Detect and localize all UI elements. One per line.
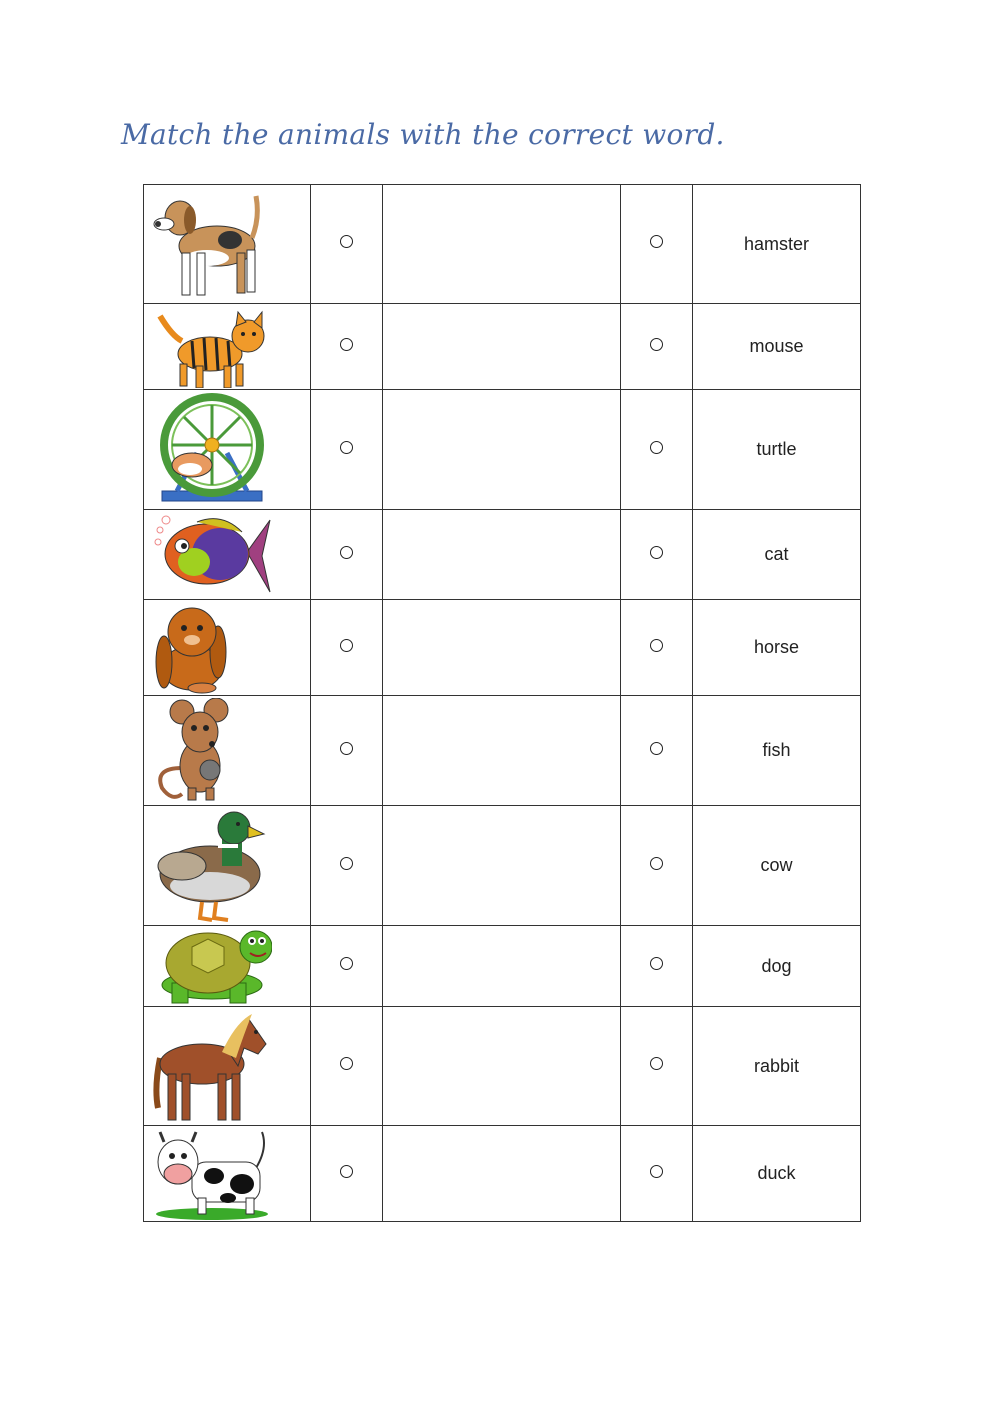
table-row [144, 1126, 861, 1222]
word-cell: cat [693, 510, 861, 600]
right-dot-cell [621, 696, 693, 806]
animal-picture-cell [144, 185, 311, 304]
worksheet-title: Match the animals with the correct word. [121, 118, 725, 151]
match-circle-right[interactable] [650, 1057, 663, 1070]
right-dot-cell [621, 510, 693, 600]
turtle-picture [152, 927, 272, 1005]
hamster-picture [152, 393, 272, 507]
match-circle-left[interactable] [340, 546, 353, 559]
right-dot-cell [621, 1126, 693, 1222]
rabbit-picture [152, 602, 272, 694]
match-circle-right[interactable] [650, 235, 663, 248]
matching-space[interactable] [383, 696, 621, 806]
matching-space[interactable] [383, 185, 621, 304]
match-circle-right[interactable] [650, 1165, 663, 1178]
dog-picture [152, 188, 272, 300]
matching-space[interactable] [383, 926, 621, 1007]
right-dot-cell [621, 1007, 693, 1126]
horse-picture [152, 1008, 272, 1124]
cow-picture [152, 1128, 272, 1220]
right-dot-cell [621, 926, 693, 1007]
word-cell: turtle [693, 390, 861, 510]
left-dot-cell [311, 304, 383, 390]
left-dot-cell [311, 390, 383, 510]
match-circle-right[interactable] [650, 957, 663, 970]
match-circle-right[interactable] [650, 338, 663, 351]
right-dot-cell [621, 390, 693, 510]
word-cell: dog [693, 926, 861, 1007]
matching-space[interactable] [383, 806, 621, 926]
matching-space[interactable] [383, 1126, 621, 1222]
left-dot-cell [311, 1007, 383, 1126]
matching-space[interactable] [383, 390, 621, 510]
animal-picture-cell [144, 696, 311, 806]
left-dot-cell [311, 185, 383, 304]
match-circle-right[interactable] [650, 441, 663, 454]
right-dot-cell [621, 806, 693, 926]
word-cell: fish [693, 696, 861, 806]
left-dot-cell [311, 510, 383, 600]
word-cell: rabbit [693, 1007, 861, 1126]
matching-table [143, 184, 861, 1222]
right-dot-cell [621, 185, 693, 304]
left-dot-cell [311, 806, 383, 926]
match-circle-right[interactable] [650, 857, 663, 870]
match-circle-left[interactable] [340, 338, 353, 351]
table-row [144, 390, 861, 510]
word-cell: cow [693, 806, 861, 926]
animal-picture-cell [144, 926, 311, 1007]
match-circle-left[interactable] [340, 857, 353, 870]
table-row [144, 806, 861, 926]
word-cell: duck [693, 1126, 861, 1222]
left-dot-cell [311, 600, 383, 696]
matching-space[interactable] [383, 1007, 621, 1126]
match-circle-right[interactable] [650, 742, 663, 755]
matching-space[interactable] [383, 600, 621, 696]
right-dot-cell [621, 600, 693, 696]
left-dot-cell [311, 696, 383, 806]
duck-picture [152, 808, 272, 924]
word-cell: horse [693, 600, 861, 696]
fish-picture [152, 512, 272, 598]
match-circle-left[interactable] [340, 441, 353, 454]
left-dot-cell [311, 926, 383, 1007]
word-cell: hamster [693, 185, 861, 304]
matching-space[interactable] [383, 304, 621, 390]
mouse-picture [152, 698, 272, 804]
match-circle-right[interactable] [650, 546, 663, 559]
animal-picture-cell [144, 510, 311, 600]
cat-picture [152, 306, 272, 388]
table-row [144, 1007, 861, 1126]
left-dot-cell [311, 1126, 383, 1222]
match-circle-right[interactable] [650, 639, 663, 652]
match-circle-left[interactable] [340, 235, 353, 248]
animal-picture-cell [144, 806, 311, 926]
table-row [144, 600, 861, 696]
animal-picture-cell [144, 600, 311, 696]
animal-picture-cell [144, 304, 311, 390]
match-circle-left[interactable] [340, 639, 353, 652]
match-circle-left[interactable] [340, 957, 353, 970]
table-row [144, 510, 861, 600]
word-cell: mouse [693, 304, 861, 390]
animal-picture-cell [144, 1007, 311, 1126]
animal-picture-cell [144, 390, 311, 510]
match-circle-left[interactable] [340, 1057, 353, 1070]
match-circle-left[interactable] [340, 1165, 353, 1178]
right-dot-cell [621, 304, 693, 390]
table-row [144, 304, 861, 390]
table-row [144, 185, 861, 304]
animal-picture-cell [144, 1126, 311, 1222]
match-circle-left[interactable] [340, 742, 353, 755]
matching-space[interactable] [383, 510, 621, 600]
table-row [144, 926, 861, 1007]
table-row [144, 696, 861, 806]
